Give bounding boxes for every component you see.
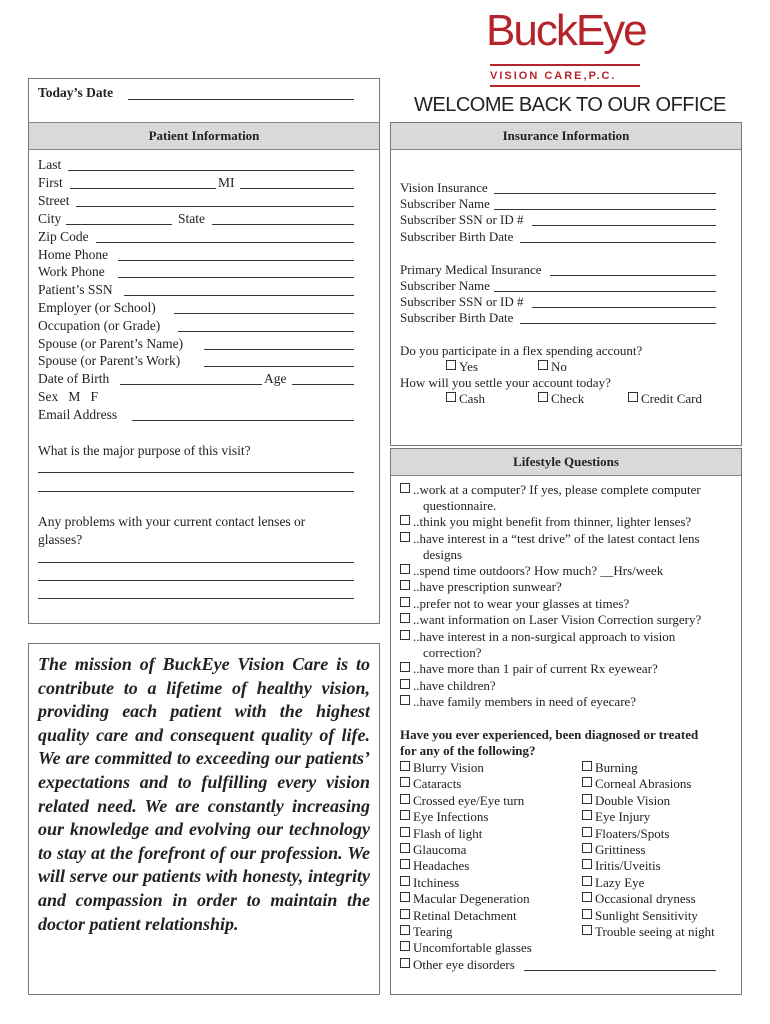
checkbox-icon bbox=[400, 580, 410, 590]
lifestyle-item[interactable] bbox=[400, 678, 496, 695]
lifestyle-item[interactable] bbox=[400, 563, 663, 580]
condition-item[interactable] bbox=[400, 875, 459, 892]
condition-item[interactable] bbox=[582, 842, 646, 859]
lifestyle-item[interactable] bbox=[400, 531, 700, 548]
subscriber-name-label-1: Subscriber Name bbox=[400, 196, 490, 211]
logo-subtitle: VISION CARE,P.C. bbox=[490, 70, 617, 82]
checkbox-icon bbox=[400, 941, 410, 951]
check-label: Check bbox=[551, 391, 585, 406]
condition-label: Corneal Abrasions bbox=[595, 776, 692, 792]
credit-option[interactable] bbox=[628, 391, 702, 408]
checkbox-icon bbox=[582, 761, 592, 771]
spouse-name-field[interactable] bbox=[204, 349, 354, 350]
checkbox-icon bbox=[400, 958, 410, 968]
condition-item[interactable] bbox=[582, 826, 669, 843]
logo bbox=[486, 4, 646, 88]
subscriber-dob-label-2: Subscriber Birth Date bbox=[400, 310, 514, 325]
state-field[interactable] bbox=[212, 224, 354, 225]
condition-label: Eye Infections bbox=[413, 809, 489, 825]
condition-item[interactable] bbox=[582, 858, 661, 875]
checkbox-icon bbox=[400, 761, 410, 771]
condition-label: Lazy Eye bbox=[595, 874, 645, 890]
condition-item[interactable] bbox=[400, 908, 517, 925]
subscriber-dob-field-1[interactable] bbox=[520, 242, 716, 243]
lifestyle-item-text: ..work at a computer? If yes, please complete computer bbox=[413, 482, 701, 497]
lifestyle-item-text: ..spend time outdoors? How much? __Hrs/week bbox=[413, 563, 664, 578]
first-field[interactable] bbox=[70, 188, 216, 189]
condition-item[interactable] bbox=[400, 858, 469, 875]
ssn-label: Patient’s SSN bbox=[38, 282, 113, 297]
subscriber-name-label-2: Subscriber Name bbox=[400, 278, 490, 293]
lifestyle-item-text: ..have children? bbox=[413, 678, 496, 693]
condition-label: Headaches bbox=[413, 858, 470, 874]
lifestyle-item-text: ..have interest in a non-surgical approach to vision bbox=[413, 629, 676, 644]
condition-item[interactable] bbox=[400, 842, 466, 859]
spouse-work-field[interactable] bbox=[204, 366, 354, 367]
lifestyle-item-text: questionnaire. bbox=[423, 498, 497, 513]
condition-label: Eye Injury bbox=[595, 809, 651, 825]
zip-label: Zip Code bbox=[38, 229, 89, 244]
checkbox-icon bbox=[446, 392, 456, 402]
condition-label: Uncomfortable glasses bbox=[413, 940, 532, 956]
home-phone-field[interactable] bbox=[118, 260, 354, 261]
flex-no-option[interactable] bbox=[538, 359, 567, 376]
credit-label: Credit Card bbox=[641, 391, 703, 406]
lifestyle-item-continued bbox=[423, 645, 481, 662]
age-field[interactable] bbox=[292, 384, 354, 385]
last-field[interactable] bbox=[68, 170, 354, 171]
checkbox-icon bbox=[538, 360, 548, 370]
lifestyle-item[interactable] bbox=[400, 579, 562, 596]
condition-item[interactable] bbox=[400, 940, 532, 957]
check-option[interactable] bbox=[538, 391, 584, 408]
purpose-line-2[interactable] bbox=[38, 491, 354, 492]
sex-label: Sex M F bbox=[38, 389, 99, 404]
checkbox-icon bbox=[400, 859, 410, 869]
condition-item[interactable] bbox=[582, 776, 691, 793]
problems-question: Any problems with your current contact lenses or glasses? bbox=[38, 514, 306, 547]
checkbox-icon bbox=[400, 810, 410, 820]
problems-line-1[interactable] bbox=[38, 562, 354, 563]
checkbox-icon bbox=[400, 892, 410, 902]
checkbox-icon bbox=[400, 515, 410, 525]
welcome-heading: WELCOME BACK TO OUR OFFICE bbox=[414, 94, 726, 116]
logo-rule bbox=[490, 64, 640, 66]
checkbox-icon bbox=[400, 909, 410, 919]
employer-field[interactable] bbox=[174, 313, 354, 314]
mission-statement: The mission of BuckEye Vision Care is to contribute to a lifetime of healthy vision, providing each patient with the highest quality care and consequent quality of life. We are committed to exceeding our patients’ expectations and to fulfilling every vision related need. We are constantly increasing our knowledge and evolving our technology to stay at the forefront of our profession. We will serve our patients with honesty, integrity and compassion in order to maintain the doctor patient relationship. bbox=[38, 654, 370, 934]
lifestyle-item-text: ..think you might benefit from thinner, lighter lenses? bbox=[413, 514, 692, 529]
experienced-question-2: for any of the following? bbox=[400, 743, 536, 758]
checkbox-icon bbox=[400, 679, 410, 689]
flex-yes-label: Yes bbox=[459, 359, 478, 374]
condition-label: Grittiness bbox=[595, 842, 646, 857]
insurance-header: Insurance Information bbox=[391, 123, 741, 150]
lifestyle-item-continued bbox=[423, 547, 462, 564]
checkbox-icon bbox=[582, 876, 592, 886]
checkbox-icon bbox=[400, 597, 410, 607]
subscriber-name-field-1[interactable] bbox=[494, 209, 716, 210]
condition-label: Double Vision bbox=[595, 792, 671, 808]
checkbox-icon bbox=[582, 843, 592, 853]
condition-item[interactable] bbox=[400, 924, 453, 941]
purpose-line-1[interactable] bbox=[38, 472, 354, 473]
dob-label: Date of Birth bbox=[38, 371, 110, 386]
vision-insurance-field[interactable] bbox=[494, 193, 716, 194]
settle-question: How will you settle your account today? bbox=[400, 375, 611, 390]
todays-date-label: Today’s Date bbox=[38, 85, 114, 100]
checkbox-icon bbox=[538, 392, 548, 402]
checkbox-icon bbox=[400, 695, 410, 705]
condition-label: Blurry Vision bbox=[413, 760, 484, 775]
mi-label: MI bbox=[218, 175, 235, 190]
checkbox-icon bbox=[582, 777, 592, 787]
primary-insurance-field[interactable] bbox=[550, 275, 716, 276]
condition-item[interactable] bbox=[400, 809, 488, 826]
condition-item[interactable] bbox=[582, 760, 638, 777]
subscriber-name-field-2[interactable] bbox=[494, 291, 716, 292]
problems-line-2[interactable] bbox=[38, 580, 354, 581]
lifestyle-item[interactable] bbox=[400, 661, 658, 678]
lifestyle-item-text: ..have more than 1 pair of current Rx eyewear? bbox=[413, 661, 658, 676]
ssn-field[interactable] bbox=[124, 295, 354, 296]
zip-field[interactable] bbox=[96, 242, 354, 243]
condition-label: Occasional dryness bbox=[595, 891, 696, 907]
lifestyle-item-text: ..prefer not to wear your glasses at times? bbox=[413, 596, 630, 611]
condition-label: Glaucoma bbox=[413, 842, 467, 857]
condition-item[interactable] bbox=[400, 826, 482, 843]
condition-label: Crossed eye/Eye turn bbox=[413, 792, 525, 808]
checkbox-icon bbox=[628, 392, 638, 402]
street-field[interactable] bbox=[76, 206, 354, 207]
condition-item[interactable] bbox=[582, 875, 644, 892]
subscriber-dob-label-1: Subscriber Birth Date bbox=[400, 229, 514, 244]
checkbox-icon bbox=[400, 876, 410, 886]
subscriber-ssn-field-1[interactable] bbox=[532, 225, 716, 226]
lifestyle-item[interactable] bbox=[400, 596, 629, 613]
lifestyle-item[interactable] bbox=[400, 612, 701, 629]
spouse-work-label: Spouse (or Parent’s Work) bbox=[38, 353, 181, 368]
lifestyle-item-text: ..have family members in need of eyecare? bbox=[413, 694, 637, 709]
state-label: State bbox=[178, 211, 205, 226]
checkbox-icon bbox=[400, 564, 410, 574]
lifestyle-item-text: ..have interest in a “test drive” of the latest contact lens bbox=[413, 531, 700, 546]
purpose-question: What is the major purpose of this visit? bbox=[38, 443, 251, 458]
checkbox-icon bbox=[582, 794, 592, 804]
condition-label: Macular Degeneration bbox=[413, 891, 530, 907]
occupation-field[interactable] bbox=[178, 331, 354, 332]
problems-line-3[interactable] bbox=[38, 598, 354, 599]
primary-insurance-label: Primary Medical Insurance bbox=[400, 262, 542, 277]
condition-item[interactable] bbox=[400, 760, 484, 777]
checkbox-icon bbox=[582, 827, 592, 837]
flex-no-label: No bbox=[551, 359, 567, 374]
condition-item[interactable] bbox=[400, 793, 524, 810]
subscriber-ssn-label-1: Subscriber SSN or ID # bbox=[400, 212, 524, 227]
first-label: First bbox=[38, 175, 63, 190]
lifestyle-item-text: ..want information on Laser Vision Correction surgery? bbox=[413, 612, 702, 627]
last-label: Last bbox=[38, 157, 62, 172]
patient-info-header: Patient Information bbox=[29, 122, 379, 150]
checkbox-icon bbox=[400, 662, 410, 672]
cash-option[interactable] bbox=[446, 391, 485, 408]
email-field[interactable] bbox=[132, 420, 354, 421]
vision-insurance-label: Vision Insurance bbox=[400, 180, 488, 195]
condition-label: Sunlight Sensitivity bbox=[595, 907, 698, 923]
lifestyle-item[interactable] bbox=[400, 694, 636, 711]
checkbox-icon bbox=[400, 827, 410, 837]
subscriber-dob-field-2[interactable] bbox=[520, 323, 716, 324]
condition-label: Tearing bbox=[413, 924, 453, 939]
mi-field[interactable] bbox=[240, 188, 354, 189]
condition-label: Flash of light bbox=[413, 825, 483, 841]
lifestyle-item-text: designs bbox=[423, 547, 462, 562]
condition-item[interactable] bbox=[582, 809, 650, 826]
checkbox-icon bbox=[400, 777, 410, 787]
checkbox-icon bbox=[400, 794, 410, 804]
lifestyle-header: Lifestyle Questions bbox=[391, 449, 741, 476]
lifestyle-item-continued bbox=[423, 498, 496, 515]
condition-label: Cataracts bbox=[413, 776, 462, 792]
condition-label: Retinal Detachment bbox=[413, 907, 517, 923]
checkbox-icon bbox=[400, 843, 410, 853]
email-label: Email Address bbox=[38, 407, 118, 422]
condition-label: Trouble seeing at night bbox=[595, 924, 715, 939]
employer-label: Employer (or School) bbox=[38, 300, 156, 315]
flex-question: Do you participate in a flex spending account? bbox=[400, 343, 643, 358]
condition-item[interactable] bbox=[582, 793, 670, 810]
checkbox-icon bbox=[582, 925, 592, 935]
occupation-label: Occupation (or Grade) bbox=[38, 318, 161, 333]
spouse-name-label: Spouse (or Parent’s Name) bbox=[38, 336, 184, 351]
checkbox-icon bbox=[400, 925, 410, 935]
cash-label: Cash bbox=[459, 391, 485, 406]
dob-field[interactable] bbox=[120, 384, 262, 385]
checkbox-icon bbox=[400, 630, 410, 640]
age-label: Age bbox=[264, 371, 287, 386]
checkbox-icon bbox=[446, 360, 456, 370]
condition-item[interactable] bbox=[582, 891, 696, 908]
condition-item[interactable] bbox=[400, 776, 461, 793]
home-phone-label: Home Phone bbox=[38, 247, 109, 262]
lifestyle-item[interactable] bbox=[400, 482, 701, 499]
todays-date-field[interactable] bbox=[128, 99, 354, 100]
condition-item[interactable] bbox=[400, 957, 515, 974]
lifestyle-item-text: correction? bbox=[423, 645, 482, 660]
checkbox-icon bbox=[582, 892, 592, 902]
subscriber-ssn-label-2: Subscriber SSN or ID # bbox=[400, 294, 524, 309]
condition-label: Itchiness bbox=[413, 874, 460, 890]
checkbox-icon bbox=[582, 859, 592, 869]
experienced-question-1: Have you ever experienced, been diagnosed or treated bbox=[400, 727, 699, 742]
checkbox-icon bbox=[400, 613, 410, 623]
lifestyle-item[interactable] bbox=[400, 629, 675, 646]
checkbox-icon bbox=[582, 909, 592, 919]
subscriber-ssn-field-2[interactable] bbox=[532, 307, 716, 308]
work-phone-label: Work Phone bbox=[38, 264, 105, 279]
condition-label: Burning bbox=[595, 760, 638, 775]
condition-item[interactable] bbox=[582, 924, 715, 941]
city-label: City bbox=[38, 211, 62, 226]
condition-item[interactable] bbox=[582, 908, 698, 925]
condition-label: Iritis/Uveitis bbox=[595, 858, 661, 874]
checkbox-icon bbox=[400, 483, 410, 493]
logo-wordmark: BuckEye bbox=[486, 6, 646, 55]
city-field[interactable] bbox=[66, 224, 172, 225]
lifestyle-item-text: ..have prescription sunwear? bbox=[413, 579, 562, 594]
street-label: Street bbox=[38, 193, 70, 208]
checkbox-icon bbox=[400, 532, 410, 542]
lifestyle-item[interactable] bbox=[400, 514, 691, 531]
work-phone-field[interactable] bbox=[118, 277, 354, 278]
logo-rule-bottom bbox=[490, 85, 640, 87]
condition-label: Other eye disorders bbox=[413, 956, 515, 972]
condition-label: Floaters/Spots bbox=[595, 825, 670, 841]
condition-item[interactable] bbox=[400, 891, 530, 908]
other-disorders-field[interactable] bbox=[524, 970, 716, 971]
checkbox-icon bbox=[582, 810, 592, 820]
flex-yes-option[interactable] bbox=[446, 359, 478, 376]
